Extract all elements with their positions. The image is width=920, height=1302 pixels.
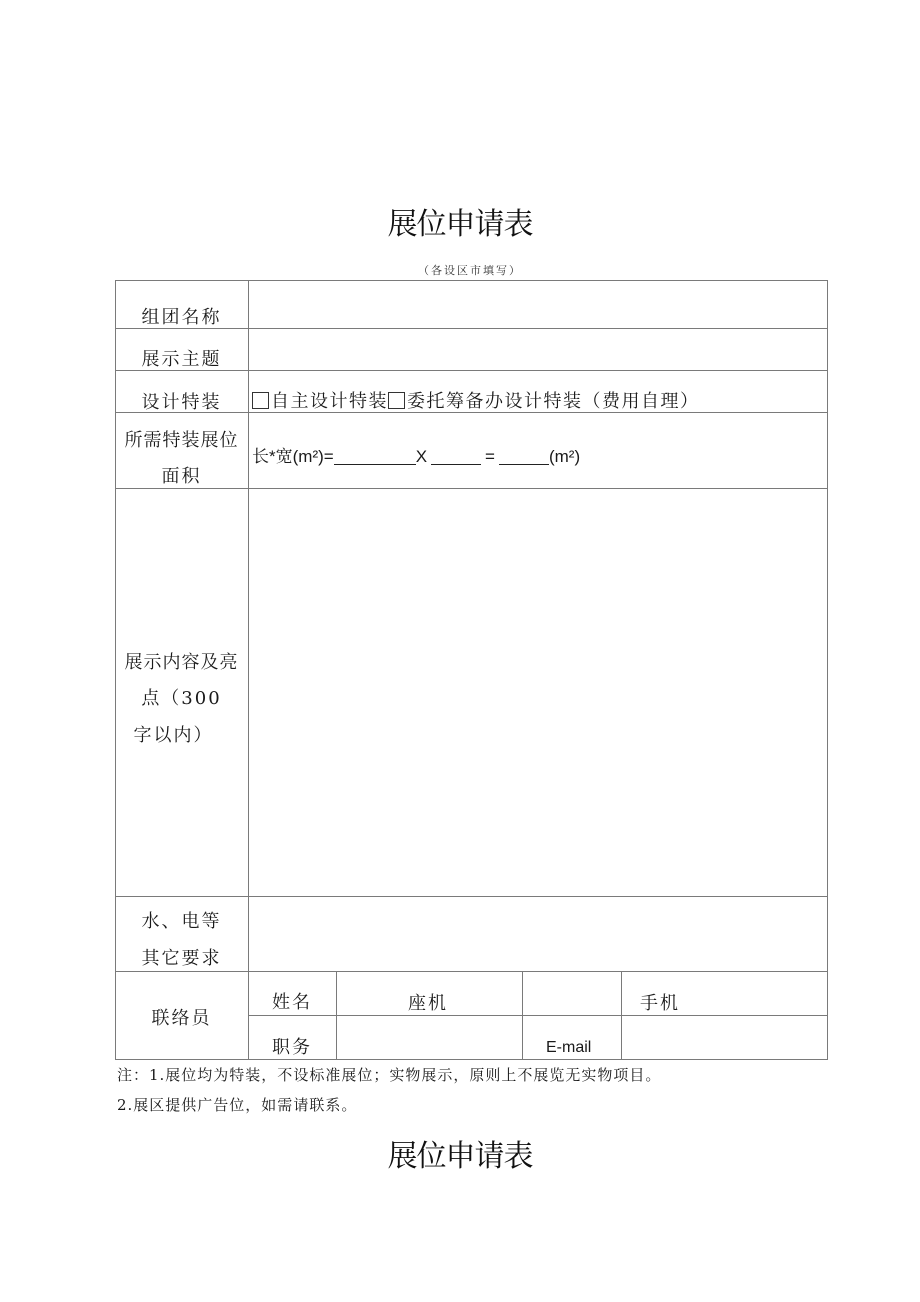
self-design-label: 自主设计特装 [271, 391, 388, 412]
theme-field[interactable] [249, 329, 827, 370]
position-label: 职务 [272, 1037, 312, 1058]
mobile-area [622, 972, 827, 1015]
table-border-bottom [115, 1059, 828, 1060]
design-label: 设计特装 [141, 392, 222, 413]
utilities-label-line1: 水、电等 [141, 911, 222, 932]
application-form-table [115, 280, 828, 1060]
design-options [252, 387, 700, 413]
content-label-line2: 点（300 [141, 688, 222, 709]
content-label-line3: 字以内） [133, 725, 214, 746]
area-formula-prefix: 长*宽(m²)= [252, 447, 334, 466]
theme-label: 展示主题 [141, 349, 222, 370]
commission-design-checkbox[interactable] [388, 392, 405, 409]
page-title-repeat: 展位申请表 [387, 1139, 533, 1174]
area-label-line2: 面积 [161, 466, 202, 487]
note-line-1: 注：1.展位均为特装，不设标准展位；实物展示，原则上不展览无实物项目。 [117, 1066, 662, 1084]
landline-field[interactable] [523, 972, 621, 1015]
mobile-label: 手机 [640, 993, 680, 1014]
landline-label: 座机 [408, 993, 448, 1014]
content-label-line1: 展示内容及亮 [124, 652, 239, 673]
self-design-checkbox[interactable] [252, 392, 269, 409]
subtitle: （各设区市填写） [418, 264, 522, 277]
area-result-blank[interactable] [499, 448, 549, 465]
content-field[interactable] [249, 489, 827, 896]
note-line-2: 2.展区提供广告位，如需请联系。 [117, 1096, 358, 1114]
area-label-line1: 所需特装展位 [124, 430, 239, 451]
utilities-label-line2: 其它要求 [141, 948, 222, 969]
table-border-right [827, 280, 828, 1060]
email-label: E-mail [546, 1039, 592, 1056]
contact-label: 联络员 [151, 1008, 212, 1029]
group-name-label: 组团名称 [141, 307, 222, 328]
utilities-field[interactable] [249, 897, 827, 971]
group-name-field[interactable] [249, 281, 827, 328]
area-formula [252, 442, 580, 467]
page-title: 展位申请表 [387, 207, 533, 242]
length-blank[interactable] [334, 448, 416, 465]
name-label: 姓名 [272, 992, 312, 1013]
area-unit: (m²) [548, 447, 581, 466]
position-field[interactable] [337, 1016, 522, 1059]
equals-sign: = [485, 447, 495, 466]
commission-design-label: 委托筹备办设计特装（费用自理） [407, 391, 700, 412]
width-blank[interactable] [431, 448, 481, 465]
times-sign: X [415, 447, 428, 466]
email-field[interactable] [622, 1016, 827, 1059]
